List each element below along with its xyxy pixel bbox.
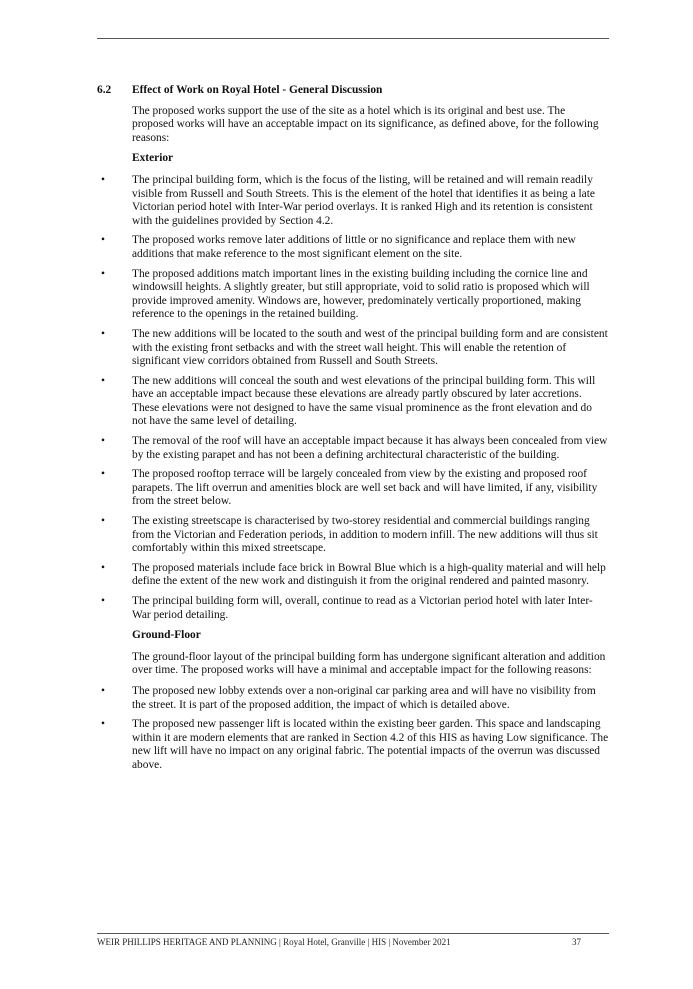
- page-content: [97, 84, 609, 780]
- bullet-item: [97, 174, 609, 228]
- bullet-text: The proposed new lobby extends over a non-original car parking area and will have no visibility from the street. It is part of the proposed addition, the impact of which is detailed above.: [132, 684, 596, 711]
- section-heading: [97, 84, 609, 98]
- bullet-item: [97, 435, 609, 462]
- section-title: Effect of Work on Royal Hotel - General Discussion: [132, 84, 383, 96]
- ground-floor-bullet-list: [97, 685, 609, 773]
- ground-floor-intro: The ground-floor layout of the principal building form has undergone significant alteration and addition over time. The proposed works will have a minimal and acceptable impact for the following reasons:: [132, 650, 606, 677]
- page-footer: [97, 937, 609, 947]
- footer-rule: [97, 933, 609, 934]
- bullet-icon: •: [101, 327, 105, 340]
- bullet-icon: •: [101, 684, 105, 697]
- exterior-heading: Exterior: [132, 152, 174, 165]
- bullet-item: [97, 685, 609, 712]
- bullet-icon: •: [101, 468, 105, 481]
- bullet-item: [97, 595, 609, 622]
- footer-text: WEIR PHILLIPS HERITAGE AND PLANNING | Royal Hotel, Granville | HIS | November 2021: [97, 937, 451, 947]
- bullet-icon: •: [101, 561, 105, 574]
- ground-floor-section: [132, 629, 609, 678]
- bullet-icon: •: [101, 515, 105, 528]
- bullet-icon: •: [101, 173, 105, 186]
- bullet-icon: •: [101, 374, 105, 387]
- exterior-bullet-list: [97, 174, 609, 622]
- header-rule: [97, 38, 609, 39]
- bullet-icon: •: [101, 234, 105, 247]
- bullet-text: The principal building form will, overall, continue to read as a Victorian period hotel with later Inter-War period detailing.: [132, 595, 593, 621]
- ground-floor-heading: Ground-Floor: [132, 629, 201, 642]
- bullet-icon: •: [101, 595, 105, 607]
- bullet-item: [97, 234, 609, 261]
- section-body: [132, 105, 609, 166]
- bullet-item: [97, 718, 609, 772]
- bullet-icon: •: [101, 435, 105, 448]
- bullet-item: [97, 468, 609, 509]
- page-number: 37: [572, 937, 581, 947]
- bullet-text: The proposed rooftop terrace will be largely concealed from view by the existing and proposed roof parapets. The lift overrun and amenities block are well set back and will have limited, if any, visibility from the street below.: [132, 468, 598, 508]
- bullet-text: The new additions will conceal the south and west elevations of the principal building form. This will have an acceptable impact because these elevations are already partly obscured by later accretions. These elevations were not designed to have the same visual prominence as the front elevation and do not have the same level of detailing.: [132, 374, 596, 428]
- bullet-item: [97, 515, 609, 556]
- bullet-text: The proposed materials include face brick in Bowral Blue which is a high-quality material and will help define the extent of the new work and distinguish it from the original rendered and painted masonry.: [132, 561, 606, 588]
- bullet-item: [97, 562, 609, 589]
- bullet-text: The existing streetscape is characterised by two-storey residential and commercial buildings ranging from the Victorian and Federation periods, in addition to modern infill. The new additions will thus sit comfortably within this mixed streetscape.: [132, 515, 598, 555]
- bullet-icon: •: [101, 267, 105, 280]
- bullet-item: [97, 268, 609, 322]
- bullet-item: [97, 328, 609, 369]
- section-number: 6.2: [97, 84, 112, 96]
- bullet-text: The proposed new passenger lift is located within the existing beer garden. This space and landscaping within it are modern elements that are ranked in Section 4.2 of this HIS as having Low significance. The new lift will have no impact on any original fabric. The potential impacts of the overrun was discussed above.: [132, 718, 609, 771]
- bullet-text: The proposed works remove later additions of little or no significance and replace them with new additions that make reference to the most significant element on the site.: [132, 234, 576, 260]
- bullet-text: The proposed additions match important lines in the existing building including the cornice line and windowsill heights. A slightly greater, but still appropriate, void to solid ratio is proposed which will provide improved amenity. Windows are, however, predominately vertically proportioned, making reference to the openings in the retained building.: [132, 267, 590, 321]
- section-intro: The proposed works support the use of the site as a hotel which is its original and best use. The proposed works will have an acceptable impact on its significance, as defined above, for the following reasons:: [132, 104, 599, 144]
- bullet-item: [97, 375, 609, 429]
- bullet-text: The principal building form, which is the focus of the listing, will be retained and will remain readily visible from Russell and South Streets. This is the element of the hotel that identifies it as being a late Victorian period hotel with Inter-War period overlays. It is ranked High and its retention is consistent with the guidelines provided by Section 4.2.: [132, 173, 595, 227]
- bullet-icon: •: [101, 718, 105, 731]
- bullet-text: The removal of the roof will have an acceptable impact because it has always been concealed from view by the existing parapet and has not been a defining architectural characteristic of the building.: [132, 435, 608, 461]
- bullet-text: The new additions will be located to the south and west of the principal building form and are consistent with the existing front setbacks and with the street wall height. This will enable the retention of significant view corridors obtained from Russell and South Streets.: [132, 327, 608, 368]
